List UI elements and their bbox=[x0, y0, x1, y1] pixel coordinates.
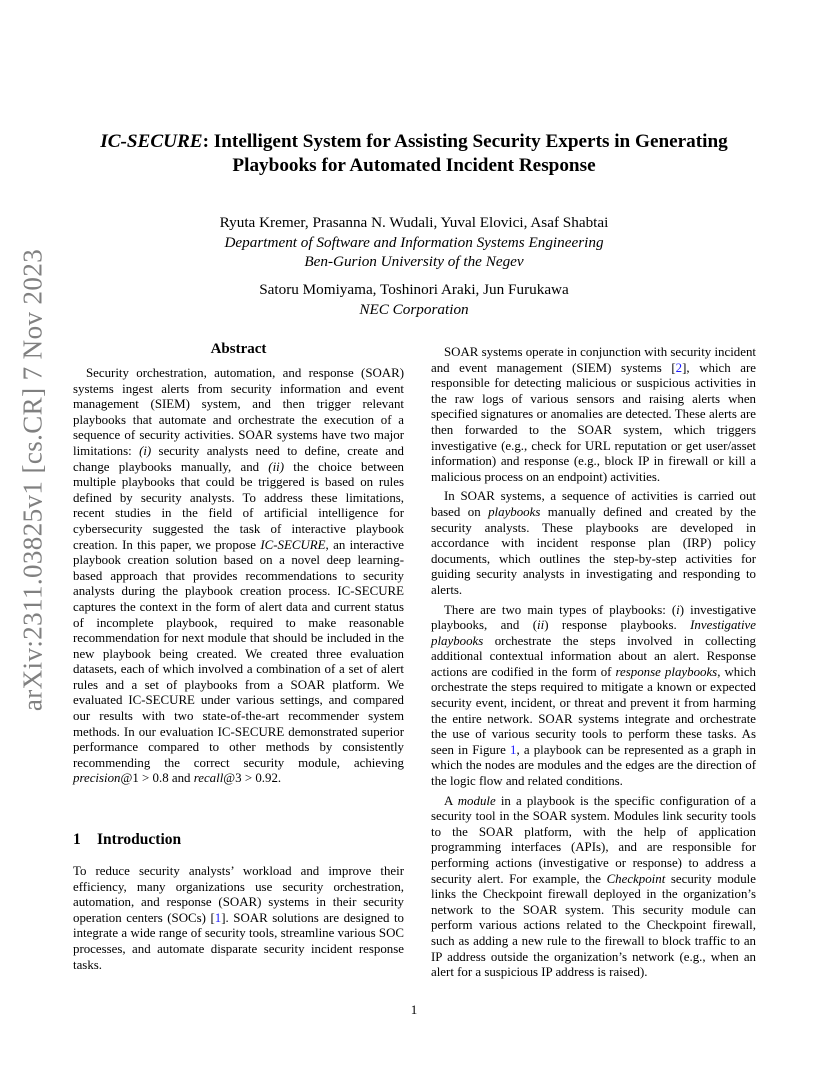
right-italic-4b: Checkpoint bbox=[606, 871, 666, 886]
right-text-4a: A bbox=[444, 793, 458, 808]
right-italic-2: playbooks bbox=[488, 504, 541, 519]
right-text-3b: ) investigative playbooks, and ( bbox=[431, 602, 756, 633]
abstract-text-1: Security orchestration, automation, and response (SOAR) systems ingest alerts from security information and event management (SIEM) system, and then trigger relevant playbooks that automate and orchestrate the execution of a sequence of security activities. SOAR systems have two major limitations: bbox=[73, 366, 404, 458]
right-italic-4a: module bbox=[457, 793, 496, 808]
page-number: 1 bbox=[410, 1002, 418, 1017]
affiliation-nec bbox=[70, 280, 758, 319]
department: Department of Software and Information Systems Engineering bbox=[224, 233, 604, 251]
right-text-3d: orchestrate the steps involved in collecting additional contextual information about an alert. Response actions are codified in the form of bbox=[431, 633, 756, 679]
right-text-4b: in a playbook is the specific configuration of a security tool in the SOAR system. Modules link security tools to the SOAR platform, with the help of application programming interfaces (APIs), and are responsible for performing actions (investigative or response) to address a security alert. For example, the bbox=[431, 793, 757, 886]
right-text-3f: , a playbook can be represented as a graph in which the nodes are modules and the edges are the direction of the logic flow and related conditions. bbox=[431, 742, 756, 789]
right-italic-3b: ii bbox=[537, 618, 545, 633]
right-text-2b: manually defined and created by the security analysts. These playbooks are developed in accordance with incident response plan (IRP) policy documents, which outlines the step-by-step activities for guiding security analysts in investigating and responding to alerts. bbox=[431, 504, 756, 597]
right-column-body bbox=[431, 345, 756, 985]
abstract-italic-3: IC-SECURE bbox=[260, 537, 326, 552]
intro-text-1a: To reduce security analysts’ workload and improve their efficiency, many organizations use security orchestration, automation, and response (SOAR) systems in their security operation centers (SOCs) [ bbox=[73, 864, 404, 925]
right-italic-3c: Investigative playbooks bbox=[431, 618, 756, 648]
title-line-1 bbox=[70, 130, 758, 154]
right-text-3e: , which orchestrate the steps required to mitigate a known or expected security event, incident, or threat and prevent it from harming the entire network. SOAR systems integrate and orchestrate the use of various security tools to perform these tasks. As seen in Figure bbox=[431, 664, 756, 757]
citation-link[interactable]: 1 bbox=[214, 910, 222, 925]
figure-link[interactable]: 1 bbox=[510, 742, 517, 757]
section-number: 1 bbox=[73, 831, 81, 848]
abstract-text-6: @3 > 0.92. bbox=[223, 771, 282, 786]
abstract-text-5: @1 > 0.8 and bbox=[120, 771, 194, 786]
intro-text-1b: ]. SOAR solutions are designed to integrate a wide range of security tools, streamline various SOC processes, and automate disparate security incident response tasks. bbox=[73, 910, 404, 972]
abstract-heading: Abstract bbox=[210, 341, 267, 357]
abstract-italic-2: (ii) bbox=[268, 459, 285, 474]
abstract-text-3: the choice between multiple playbooks that could be triggered is based on rules defined by security analysts. To address these limitations, recent studies in the field of artificial intelligence for cybersecurity suggested the task of interactive playbook creation. In this paper, we propose bbox=[73, 459, 404, 552]
right-text-2a: In SOAR systems, a sequence of activities is carried out based on bbox=[431, 489, 756, 519]
company: NEC Corporation bbox=[359, 300, 469, 318]
right-paragraph-4 bbox=[431, 794, 756, 981]
right-text-1a: SOAR systems operate in conjunction with security incident and event management (SIEM) systems [ bbox=[431, 345, 756, 375]
section-heading-introduction bbox=[73, 831, 181, 849]
title-system-name: IC-SECURE bbox=[100, 131, 203, 152]
abstract-italic-5: recall bbox=[193, 771, 224, 786]
right-text-3a: There are two main types of playbooks: ( bbox=[444, 602, 677, 617]
right-text-3c: ) response playbooks. bbox=[544, 618, 691, 633]
right-paragraph-3 bbox=[431, 603, 756, 790]
abstract-text-4: , an interactive playbook creation solution based on a novel deep learning-based approach that provides recommendations to security analysts during the playbook creation process. IC-SECURE captures the context in the form of alert data and current status of incomplete playbook, required to make reasonable recommendation for next module that should be included in the new playbook being created. We created three evaluation datasets, each of which involved a combination of a set of alert rules and a set of playbooks from a SOAR platform. We evaluated IC-SECURE under various settings, and compared our results with two state-of-the-art recommender system methods. In our evaluation IC-SECURE demonstrated superior performance compared to other methods by consistently recommending the correct security module, achieving bbox=[73, 537, 405, 770]
abstract-text-2: security analysts need to define, create and change playbooks manually, and bbox=[73, 443, 405, 474]
paper-title bbox=[70, 130, 758, 178]
title-line-2: Playbooks for Automated Incident Response bbox=[232, 155, 596, 176]
university: Ben-Gurion University of the Negev bbox=[304, 253, 524, 270]
title-line-1-rest: : Intelligent System for Assisting Security Experts in Generating bbox=[202, 131, 728, 152]
right-text-4c: security module links the Checkpoint firewall deployed in the organization’s network to the SOAR system. This security module can perform various actions related to the Checkpoint firewall, such as adding a new rule to the firewall to block traffic to an IP address outside the organization’s network (e.g., when an alert for a suspicious IP address is raised). bbox=[431, 871, 756, 980]
introduction-body bbox=[73, 864, 404, 977]
intro-paragraph-1 bbox=[73, 864, 404, 973]
right-paragraph-1 bbox=[431, 345, 756, 485]
abstract-italic-1: (i) bbox=[139, 443, 152, 458]
authors-bgu: Ryuta Kremer, Prasanna N. Wudali, Yuval Elovici, Asaf Shabtai bbox=[219, 214, 609, 231]
right-italic-3d: response playbooks bbox=[615, 664, 718, 679]
abstract-paragraph bbox=[73, 366, 404, 787]
right-italic-3a: i bbox=[676, 602, 680, 617]
affiliation-bgu bbox=[70, 213, 758, 272]
authors-nec: Satoru Momiyama, Toshinori Araki, Jun Furukawa bbox=[259, 281, 569, 298]
arxiv-identifier-text[interactable]: arXiv:2311.03825v1 [cs.CR] 7 Nov 2023 bbox=[17, 248, 48, 712]
citation-link[interactable]: 2 bbox=[675, 360, 683, 375]
right-text-1b: ], which are responsible for detecting malicious or suspicious activities in the raw logs of various sensors and raising alerts when specified signatures or anomalies are detected. These alerts are then forwarded to the SOAR system, which triggers investigative (e.g., check for URL reputation or get user/asset information) and response (e.g., block IP in firewall or kill a malicious process on an endpoint) activities. bbox=[431, 360, 756, 484]
abstract-body bbox=[73, 366, 404, 791]
section-title: Introduction bbox=[97, 831, 182, 848]
abstract-italic-4: precision bbox=[73, 771, 121, 786]
right-paragraph-2 bbox=[431, 489, 756, 598]
